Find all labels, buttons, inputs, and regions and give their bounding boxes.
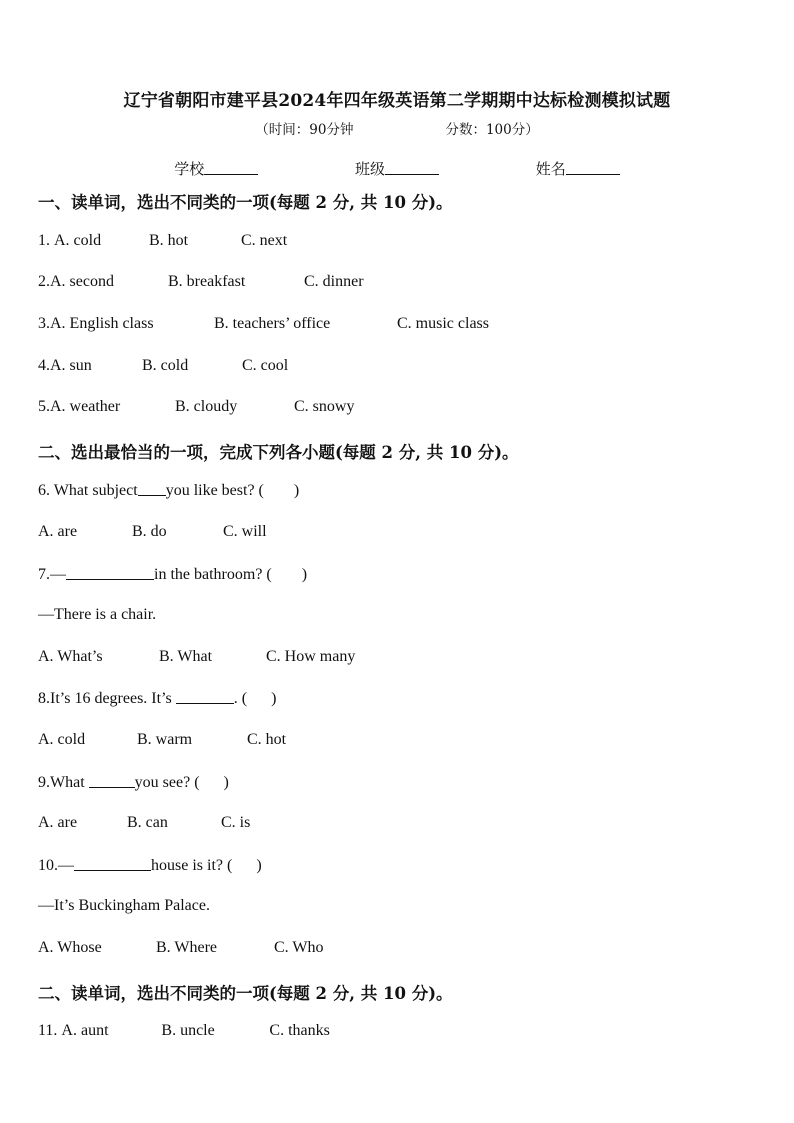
question-11 [38, 1022, 330, 1040]
option-c: C. is [221, 814, 251, 831]
option-b: B. Where [156, 939, 218, 956]
section-heading-3: 二、读单词，选出不同类的一项(每题 2 分, 共 10 分)。 [38, 984, 453, 1003]
question-9-options [38, 814, 250, 832]
option-b: B. cold [142, 357, 189, 374]
option-a: A. sun [50, 357, 92, 374]
question-7-response: —There is a chair. [38, 606, 157, 623]
option-c: C. will [223, 523, 267, 540]
question-1 [38, 232, 287, 250]
class-blank[interactable] [385, 160, 439, 175]
school-blank[interactable] [204, 160, 258, 175]
question-4 [38, 357, 288, 375]
option-b: B. do [132, 523, 167, 540]
option-b: B. breakfast [168, 273, 246, 290]
page-title: 辽宁省朝阳市建平县2024年四年级英语第二学期期中达标检测模拟试题 [123, 91, 671, 111]
option-a: A. are [38, 814, 78, 831]
option-b: B. teachers’ office [214, 315, 331, 332]
option-a: A. are [38, 523, 78, 540]
class-label: 班级 [354, 160, 385, 178]
option-a: A. weather [50, 398, 121, 415]
answer-blank[interactable] [89, 773, 135, 788]
option-a: A. second [50, 273, 114, 290]
option-a: A. cold [38, 731, 86, 748]
question-number: 2. [38, 273, 50, 290]
option-c: C. How many [266, 648, 356, 665]
question-9: 9.What you see? ( ) [38, 774, 229, 791]
option-a: A. What’s [38, 648, 103, 665]
question-10-options [38, 939, 323, 957]
option-c: C. snowy [294, 398, 355, 415]
question-6: 6. What subject you like best? ( ) [38, 482, 300, 499]
question-8: 8.It’s 16 degrees. It’s . ( ) [38, 690, 277, 707]
answer-blank[interactable] [176, 689, 234, 704]
option-a: A. English class [50, 315, 154, 332]
question-number: 3. [38, 315, 50, 332]
option-b: B. cloudy [175, 398, 238, 415]
question-10-response: —It’s Buckingham Palace. [38, 897, 210, 914]
option-b: B. warm [137, 731, 193, 748]
name-label: 姓名 [535, 160, 566, 178]
question-6-options [38, 523, 267, 541]
question-5 [38, 398, 354, 416]
total-score: 分数：100分） [445, 122, 539, 138]
option-c: C. next [241, 232, 288, 249]
answer-blank[interactable] [138, 481, 166, 496]
exam-subtitle [0, 118, 794, 138]
section-heading-2: 二、选出最恰当的一项，完成下列各小题(每题 2 分, 共 10 分)。 [38, 443, 519, 462]
section-heading-1: 一、读单词，选出不同类的一项(每题 2 分, 共 10 分)。 [38, 193, 453, 212]
question-7-options [38, 648, 355, 666]
option-c: C. music class [397, 315, 489, 332]
name-blank[interactable] [566, 160, 620, 175]
answer-blank[interactable] [74, 856, 151, 871]
question-number: 5. [38, 398, 50, 415]
option-c: C. hot [247, 731, 287, 748]
question-number: 1. [38, 232, 50, 249]
option-a: A. cold [54, 232, 102, 249]
option-b: B. uncle [161, 1022, 215, 1039]
answer-blank[interactable] [66, 565, 154, 580]
option-b: B. What [159, 648, 213, 665]
question-10: 10.— house is it? ( ) [38, 857, 262, 874]
option-b: B. hot [149, 232, 189, 249]
option-c: C. Who [274, 939, 324, 956]
student-info-row [0, 158, 794, 179]
question-number: 4. [38, 357, 50, 374]
option-c: C. cool [242, 357, 289, 374]
question-7: 7.— in the bathroom? ( ) [38, 566, 308, 583]
question-3 [38, 315, 489, 333]
option-c: C. dinner [304, 273, 364, 290]
school-label: 学校 [174, 160, 205, 178]
option-a: A. Whose [38, 939, 102, 956]
option-c: C. thanks [269, 1022, 330, 1039]
option-b: B. can [127, 814, 168, 831]
question-8-options [38, 731, 286, 749]
question-2 [38, 273, 364, 291]
option-a: A. aunt [61, 1022, 109, 1039]
question-number: 11. [38, 1022, 58, 1039]
time-limit: （时间：90分钟 [255, 122, 354, 138]
